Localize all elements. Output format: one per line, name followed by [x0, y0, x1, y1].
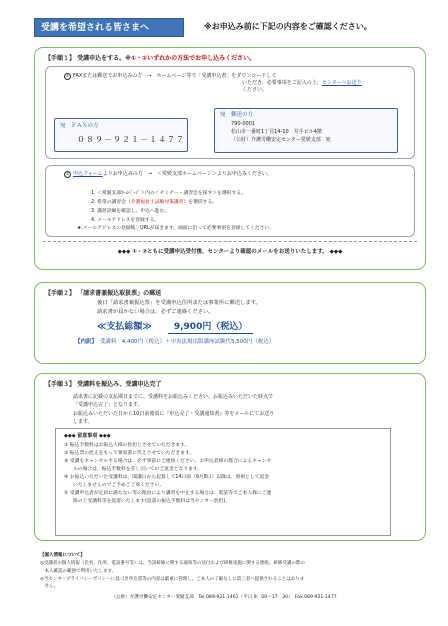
mail-address: 松山市一番町1丁目14-10 井手ビル4階: [231, 129, 322, 135]
notice-item-cont: いたしませんのでご予めご了承ください。: [73, 483, 165, 489]
application-form-link[interactable]: 申込フォーム: [73, 171, 103, 177]
list-item: 1. ＜愛媛支部ﾎｰﾑﾍﾟｰｼﾞ＞内の＜セミナー・講習会を探す＞を選択する。: [91, 191, 246, 196]
step3-intro2: 「受講申込完了」となります。: [73, 402, 143, 408]
list-item: 4. メールアドレスを登録する。: [91, 217, 160, 223]
notice-list: [64, 443, 271, 508]
step1-title-emphasis: ①・②いずれかの方法でお申し込みください。: [130, 55, 256, 62]
page-header: [34, 18, 424, 38]
notice-item: ① 振込手数料はお振込人様の負担とさせていただきます。: [64, 443, 190, 448]
method1-cont2: ください。: [242, 87, 268, 93]
method1-continuation: [242, 80, 362, 87]
step2-line1: 後日「請求書兼振込票」を受講申込住所または事業所に郵送します。: [97, 300, 261, 306]
mail-zip: 790-0001: [231, 121, 256, 127]
notice-item-cont: ルの場合は、振込手数料を差し引いてのご返金となります。: [73, 467, 203, 473]
email-registration-note: ★.メールアドレスの登録後、URLが届きます。画面に沿って必要事項を登録してください。: [77, 226, 275, 231]
notice-item: ④ お振込いただいた受講料は、開講日から起算して14日前（9月8日）以降は、原則として返金: [64, 475, 270, 481]
list-item: 2. 希望の講習会（介護福祉士試験対策講習）を選択する。: [91, 199, 218, 205]
privacy-line: せん。: [40, 584, 59, 590]
method1-label: [64, 73, 276, 80]
pre-application-note: ※お申込み前に下記の内容をご確認ください。: [204, 22, 372, 31]
list-item: 3. 講習詳細を確認し、申込へ進む。: [91, 208, 170, 214]
total-price: [97, 321, 253, 334]
step2-section: [34, 282, 426, 364]
total-price-label: ≪支払総額≫: [97, 322, 152, 332]
confirmation-email-note: ◆◆◆ ①・②ともに受講申込受付後、センターより確認のメールをお送りいたします。 ◆◆◆: [117, 249, 343, 255]
page-title: 受講を希望される皆さまへ: [34, 18, 184, 37]
online-steps-list: [91, 191, 246, 227]
mail-destination-box: [214, 108, 398, 153]
method2-label: [64, 171, 272, 178]
fax-number: ０８９－９２１－１４７７: [77, 135, 185, 144]
step2-title: 【手順２】 「請求書兼振込取扱票」の郵送: [45, 290, 162, 297]
method2-text: よりお申込みの方 → ＜愛媛支部ホームページ＞よりお申込みください。: [102, 171, 272, 177]
notice-item: ⑤ 受講申込者が定員に満たない等の理由により講習を中止する場合は、電話等でご本人様にご連: [64, 491, 272, 497]
breakdown-text: 受講料 4,400円（税込）＋中央法規出版講座試験代5,500円（税込）: [99, 339, 275, 345]
step3-intro4: します。: [73, 419, 93, 425]
privacy-line: ◎受講者の個人情報（氏名、住所、電話番号等）は、当該研修に関する通知等の送付および研修実施に関する連絡、研修受講の際の: [40, 560, 305, 566]
price-breakdown: [75, 339, 274, 346]
fax-destination-box: [54, 118, 188, 152]
privacy-section: [40, 553, 420, 592]
privacy-line: ◎当センタープライバシーポリシーに基づき申込書等の内容は厳重に管理し、ご本人の了解なしに第三者へ提供されることはありま: [40, 576, 305, 582]
breakdown-label: 【内訳】: [75, 339, 95, 345]
method2-number: ②: [65, 172, 70, 177]
mail-label: 宛 郵送の方: [220, 112, 254, 118]
privacy-title: 【個人情報について】: [40, 553, 85, 558]
step1-section: [34, 47, 426, 270]
step1-title-prefix: 【手順１】 受講申込をする。※: [45, 55, 131, 62]
notice-item: ③ 受講をキャンセルする場合は、必ず事前にご連絡ください。お申込者様の都合によるキャンセ: [64, 459, 272, 465]
mail-organization: （公財）介護労働安定センター愛媛支部 宛: [231, 137, 331, 143]
notice-item-cont: 絡の上受講料等を返還いたします(返還の振込手数料は当センター負担)。: [73, 499, 231, 505]
notice-item: ② 振込票の控えをもって領収書に代えさせていただきます。: [64, 451, 195, 457]
step3-intro1: 請求書に記載の支払期日までに、受講料をお振込みください。お振込みいただいた時点で: [73, 394, 274, 400]
method1-text: FAXまたは郵送でお申込みの方 → ホームページ等で「受講申込書」をダウンロードして: [73, 73, 277, 79]
step3-intro3: お振込みいただいた日から10日前後頃に『申込完了・受講通知書』等をメールにてお送り: [73, 411, 275, 417]
privacy-line: 本人確認の範囲で利用いたします。: [40, 568, 117, 574]
total-price-value: 9,900円（税込）: [168, 321, 253, 334]
send-to-center-link[interactable]: センターへお送り: [321, 80, 362, 86]
method1-number: ①: [65, 74, 70, 79]
step2-line2: 請求書が届かない場合は、必ずご連絡ください。: [97, 309, 214, 315]
notice-title: ◆◆◆ 留意事項 ◆◆◆: [64, 433, 111, 439]
contact-info: （公財）介護労働安定センター愛媛支部 Tel.089-921-1461（平日 9：00～17：30） Fax.089-921-1477: [111, 595, 337, 600]
step3-section: [34, 373, 426, 541]
divider: [43, 241, 417, 242]
fax-label: 宛 ＦＡＸの方: [60, 123, 99, 129]
notice-box: [55, 428, 391, 536]
step3-title: 【手順３】 受講料を振込み、受講申込完了: [45, 381, 162, 388]
method1-cont1: いただき、必要事項をご記入の上、: [242, 80, 322, 86]
step1-title: [45, 55, 255, 63]
